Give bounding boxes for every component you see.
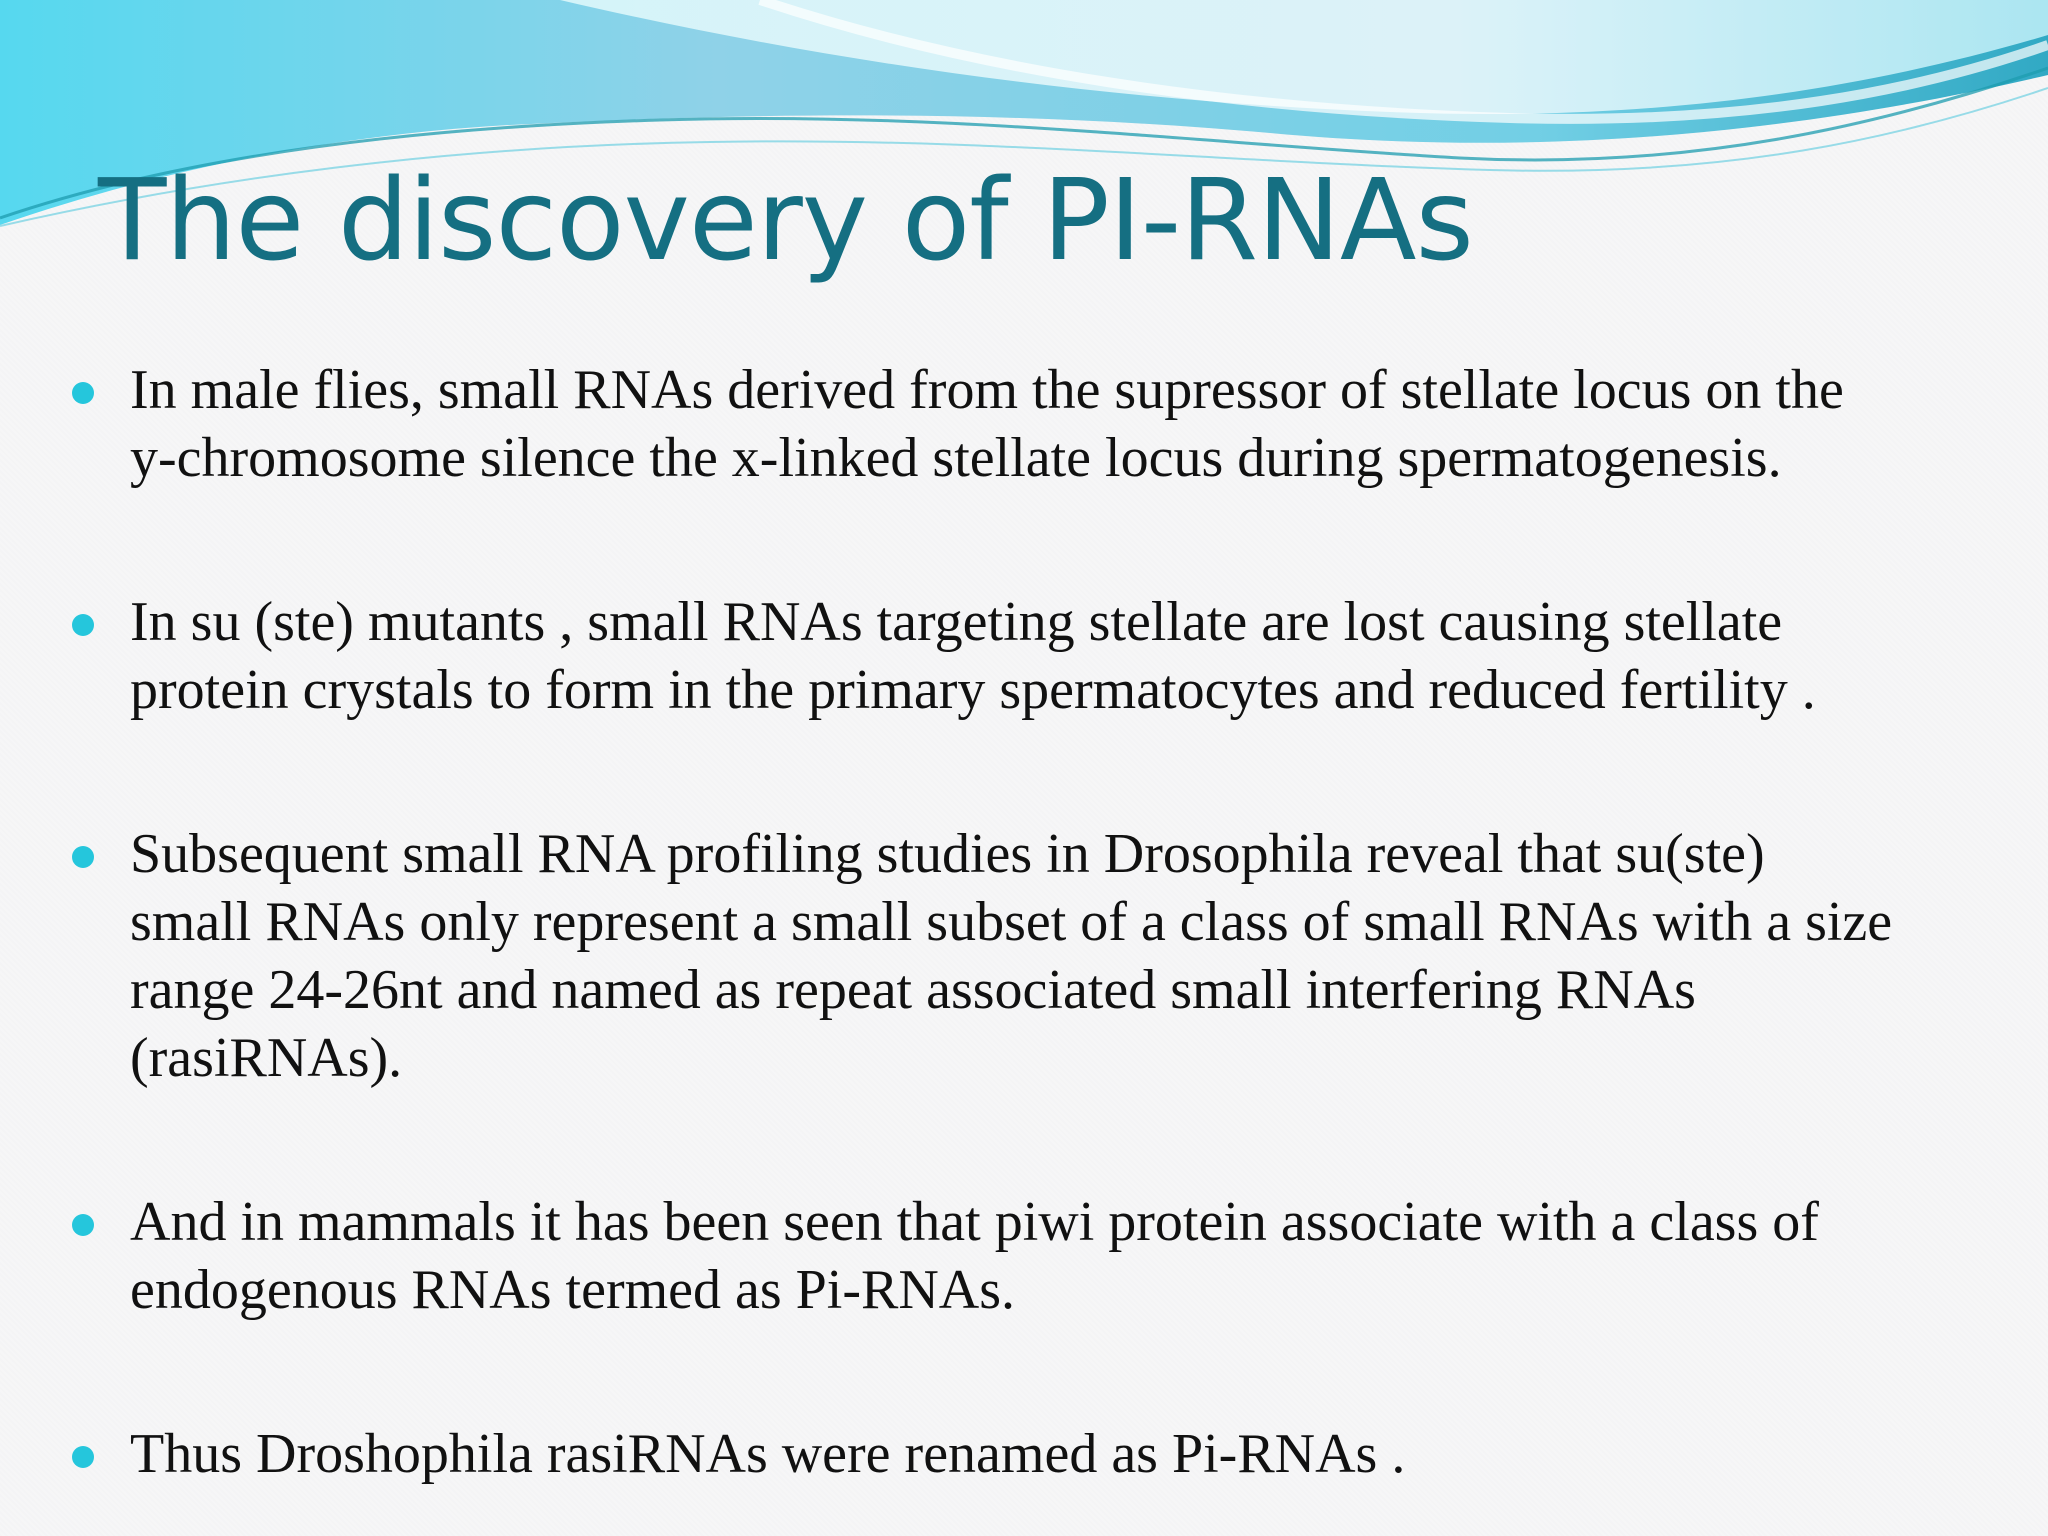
bullet-line: In su (ste) mutants , small RNAs targeting stellate are lost causing stellate: [130, 591, 1783, 653]
bullet-text: [130, 588, 2020, 724]
bullet-icon: [72, 846, 94, 868]
bullet-text: [130, 1188, 2020, 1324]
bullet-line: In male flies, small RNAs derived from the supressor of stellate locus on the: [130, 359, 1844, 421]
list-item: [72, 356, 2022, 492]
bullet-icon: [72, 382, 94, 404]
bullet-icon: [72, 1214, 94, 1236]
bullet-line: range 24-26nt and named as repeat associated small interfering RNAs: [130, 959, 1696, 1021]
bullet-line: protein crystals to form in the primary spermatocytes and reduced fertility .: [130, 659, 1816, 721]
bullet-icon: [72, 614, 94, 636]
bullet-line: And in mammals it has been seen that piwi protein associate with a class of: [130, 1191, 1819, 1253]
bullet-line: endogenous RNAs termed as Pi-RNAs.: [130, 1259, 1016, 1321]
bullet-line: y-chromosome silence the x-linked stellate locus during spermatogenesis.: [130, 427, 1782, 489]
list-item: [72, 820, 2022, 1092]
list-item: [72, 1420, 2022, 1488]
bullet-text: [130, 1420, 2020, 1488]
page-title: The discovery of PI-RNAs: [98, 156, 1473, 286]
bullet-text: [130, 356, 2020, 492]
bullet-line: Subsequent small RNA profiling studies in Drosophila reveal that su(ste): [130, 823, 1765, 885]
list-item: [72, 588, 2022, 724]
bullet-line: (rasiRNAs).: [130, 1027, 403, 1089]
bullet-icon: [72, 1446, 94, 1468]
list-item: [72, 1188, 2022, 1324]
bullet-text: [130, 820, 2020, 1092]
bullet-line: Thus Droshophila rasiRNAs were renamed as Pi-RNAs .: [130, 1423, 1406, 1485]
bullet-line: small RNAs only represent a small subset of a class of small RNAs with a size: [130, 891, 1893, 953]
